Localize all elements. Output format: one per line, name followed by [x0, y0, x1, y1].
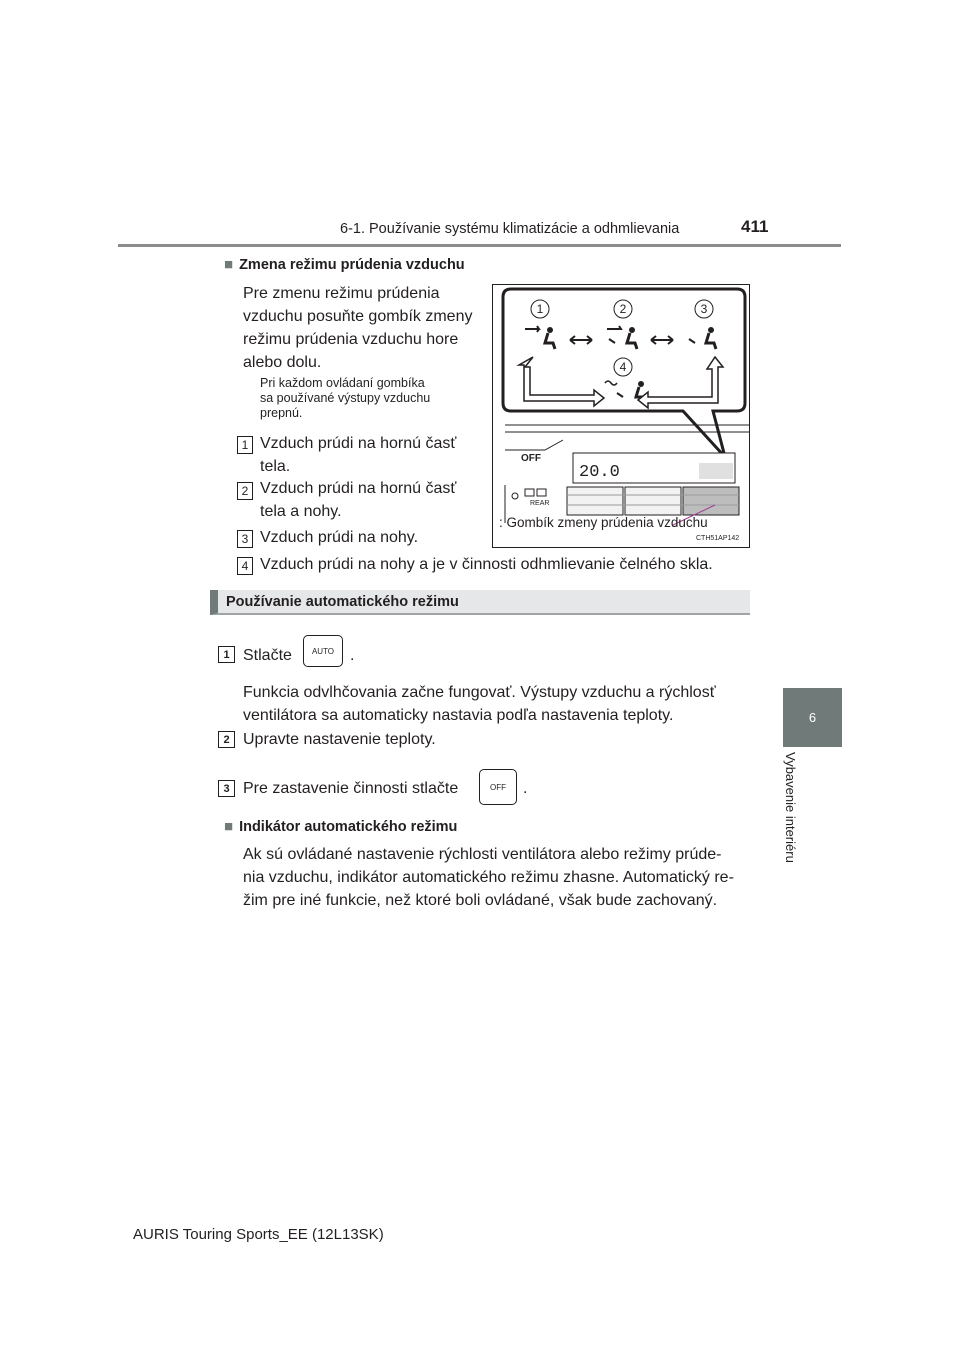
- step-3-after: .: [523, 780, 528, 797]
- chapter-tab: 6: [783, 688, 842, 747]
- note-line: sa používané výstupy vzduchu: [260, 391, 431, 405]
- chapter-label: Vybavenie interiéru: [783, 752, 798, 863]
- indicator-heading: ■ Indikátor automatického režimu: [224, 818, 457, 835]
- display-temp: 20.0: [579, 463, 620, 482]
- intro-line: režimu prúdenia vzduchu hore: [243, 331, 459, 348]
- item-2-text: Vzduch prúdi na hornú časť tela a nohy.: [260, 480, 457, 520]
- indicator-text: Ak sú ovládané nastavenie rýchlosti ventilátora alebo režimy prúde- nia vzduchu, indikátor automatického režimu zhasne. Automatický re- žim pre iné funkcie, než ktoré boli ovládané, však bude zachovaný.: [243, 846, 734, 909]
- callout-num-4: 4: [619, 360, 627, 374]
- step-1-desc: Funkcia odvlhčovania začne fungovať. Výstupy vzduchu a rýchlosť ventilátora sa automaticky nastavia podľa nastavenia teploty.: [243, 684, 716, 724]
- step-3-before: Pre zastavenie činnosti stlačte: [243, 780, 459, 797]
- step-2-text: Upravte nastavenie teploty.: [243, 731, 436, 748]
- auto-button-icon: AUTO: [303, 635, 343, 667]
- intro-line: Pre zmenu režimu prúdenia: [243, 285, 440, 302]
- section2-bar: Používanie automatického režimu: [210, 590, 750, 615]
- step-number-3: 3: [218, 780, 235, 797]
- running-header-title: 6-1. Používanie systému klimatizácie a odhmlievania: [340, 221, 680, 237]
- callout-num-2: 2: [619, 302, 627, 316]
- header-rule: [118, 244, 841, 247]
- intro-line: alebo dolu.: [243, 354, 322, 371]
- step-number-1: 1: [218, 646, 235, 663]
- page-number: 411: [741, 217, 769, 236]
- step-1-after: .: [350, 647, 355, 664]
- callout-num-3: 3: [700, 302, 708, 316]
- item-number-1: 1: [237, 436, 253, 454]
- item-number-2: 2: [237, 482, 253, 500]
- note-line: prepnú.: [260, 406, 303, 420]
- section1-heading: ■ Zmena režimu prúdenia vzduchu: [224, 256, 465, 273]
- airflow-diagram: [493, 285, 749, 547]
- footer-model: AURIS Touring Sports_EE (12L13SK): [133, 1226, 384, 1243]
- airflow-figure: [492, 284, 750, 548]
- note-line: Pri každom ovládaní gombíka: [260, 376, 425, 390]
- intro-line: vzduchu posuňte gombík zmeny: [243, 308, 473, 325]
- step-number-2: 2: [218, 731, 235, 748]
- rear-label: REAR: [530, 500, 550, 507]
- step-1-before: Stlačte: [243, 647, 292, 664]
- section1-intro: [243, 282, 478, 374]
- off-label: OFF: [521, 453, 541, 464]
- item-number-3: 3: [237, 530, 253, 548]
- figure-caption: : Gombík zmeny prúdenia vzduchu: [499, 515, 708, 530]
- item-4-text: Vzduch prúdi na nohy a je v činnosti odhmlievanie čelného skla.: [260, 556, 713, 573]
- callout-num-1: 1: [536, 302, 544, 316]
- item-1-text: Vzduch prúdi na hornú časť tela.: [260, 435, 457, 475]
- off-button-icon: OFF: [479, 769, 517, 805]
- item-3-text: Vzduch prúdi na nohy.: [260, 529, 419, 546]
- figure-code: CTH51AP142: [696, 535, 740, 542]
- item-number-4: 4: [237, 557, 253, 575]
- section1-note: [260, 376, 478, 421]
